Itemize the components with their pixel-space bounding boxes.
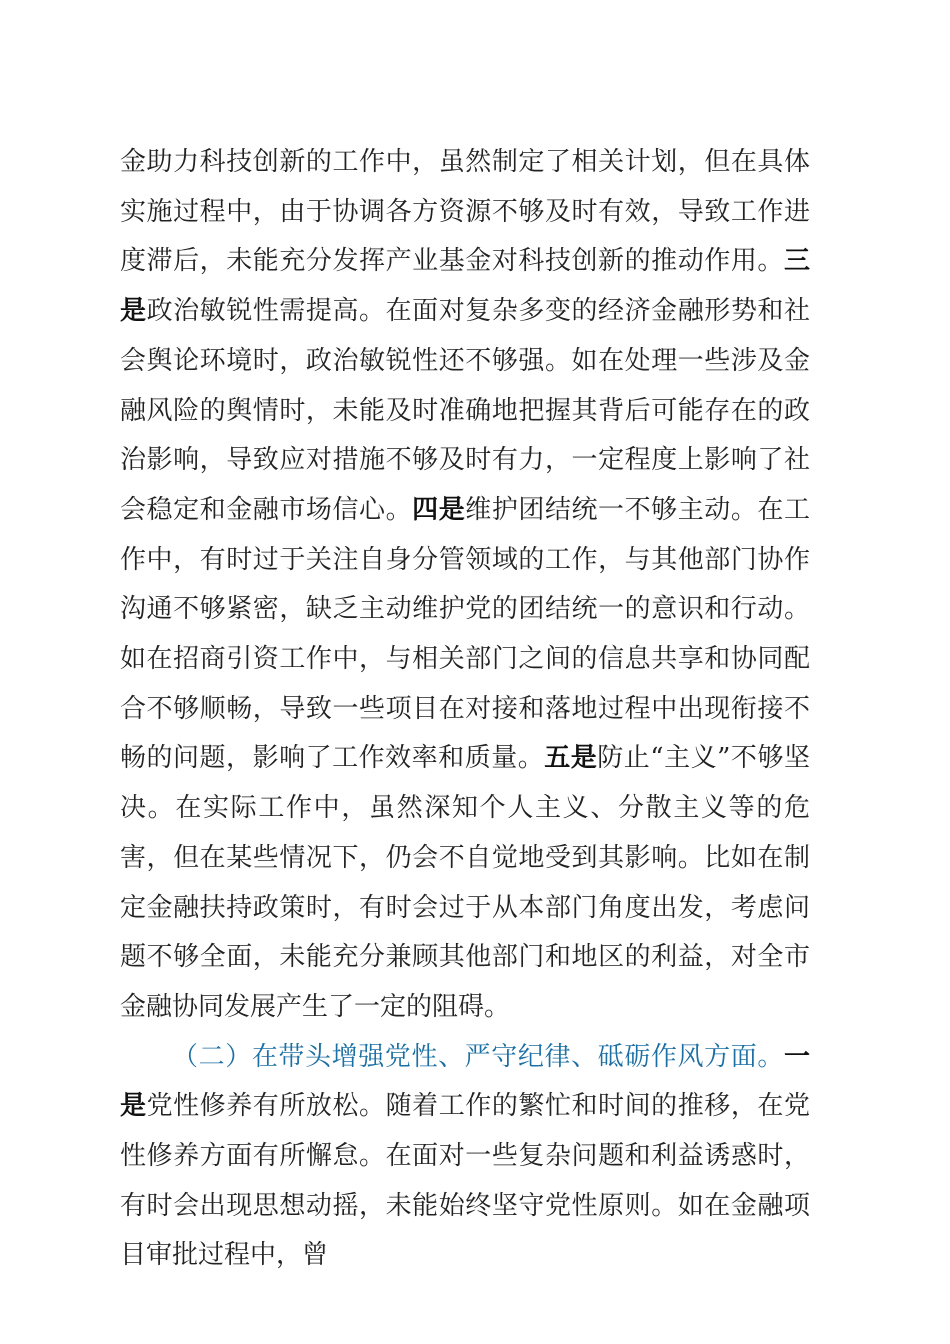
point-marker-five: 五是 [544,743,598,774]
point-marker-four: 四是 [412,494,466,525]
paragraph-text: 维护团结统一不够主动。在工作中，有时过于关注自身分管领域的工作，与其他部门协作沟通不够紧密，缺乏主动维护党的团结统一的意识和行动。如在招商引资工作中，与相关部门之间的信息共享和协同配合不够顺畅，导致一些项目在对接和落地过程中出现衔接不畅的问题，影响了工作效率和质量。 [120,494,810,774]
document-page [120,138,810,1281]
paragraph-problems-continued [120,138,810,1033]
paragraph-text: 政治敏锐性需提高。在面对复杂多变的经济金融形势和社会舆论环境时，政治敏锐性还不够强。如在处理一些涉及金融风险的舆情时，未能及时准确地把握其背后可能存在的政治影响，导致应对措施不够及时有力，一定程度上影响了社会稳定和金融市场信心。 [120,296,810,525]
section-heading: （二）在带头增强党性、严守纪律、砥砺作风方面。 [172,1041,784,1072]
paragraph-text: 防止“主义”不够坚决。在实际工作中，虽然深知个人主义、分散主义等的危害，但在某些情况下，仍会不自觉地受到其影响。比如在制定金融扶持政策时，有时会过于从本部门角度出发，考虑问题不够全面，未能充分兼顾其他部门和地区的利益，对全市金融协同发展产生了一定的阻碍。 [120,743,810,1022]
paragraph-section-two [120,1033,810,1282]
paragraph-text: 金助力科技创新的工作中，虽然制定了相关计划，但在具体实施过程中，由于协调各方资源不够及时有效，导致工作进度滞后，未能充分发挥产业基金对科技创新的推动作用。 [120,147,810,277]
point-marker-one: 一是 [120,1041,810,1122]
paragraph-text: 党性修养有所放松。随着工作的繁忙和时间的推移，在党性修养方面有所懈怠。在面对一些复杂问题和利益诱惑时，有时会出现思想动摇，未能始终坚守党性原则。如在金融项目审批过程中，曾 [120,1091,810,1271]
point-marker-three: 三是 [120,246,810,327]
